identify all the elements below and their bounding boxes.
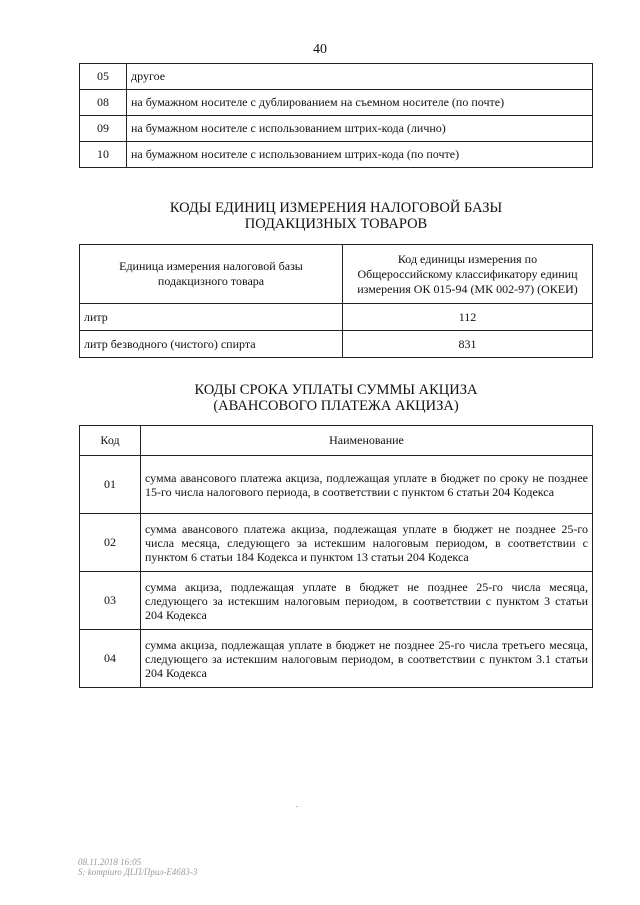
- table-header-row: [80, 426, 593, 456]
- deadline-section-title: [0, 382, 640, 414]
- deadline-title-line2: (АВАНСОВОГО ПЛАТЕЖА АКЦИЗА): [213, 398, 459, 414]
- method-text: на бумажном носителе с использованием штрих-кода (по почте): [127, 142, 593, 168]
- unit-name: литр безводного (чистого) спирта: [80, 331, 343, 358]
- method-code: 10: [80, 142, 127, 168]
- method-text: на бумажном носителе с использованием штрих-кода (лично): [127, 116, 593, 142]
- deadline-text: сумма авансового платежа акциза, подлежащая уплате в бюджет по сроку не позднее 15-го числа налогового периода, в соответствии с пунктом 6 статьи 204 Кодекса: [141, 456, 593, 514]
- units-title-line2: ПОДАКЦИЗНЫХ ТОВАРОВ: [244, 216, 428, 232]
- unit-code: 112: [343, 304, 593, 331]
- footer-file-reference: Ѕ: kompiuro ДLП/Прил-Е4б83-3: [78, 867, 198, 877]
- deadline-title-line1: КОДЫ СРОКА УПЛАТЫ СУММЫ АКЦИЗА: [194, 382, 478, 398]
- deadline-table: [79, 425, 593, 688]
- table-row: [80, 304, 593, 331]
- table-row: [80, 630, 593, 688]
- footer-timestamp: 08.11.2018 16:05: [78, 857, 142, 867]
- table-row: [80, 514, 593, 572]
- units-title-line1: КОДЫ ЕДИНИЦ ИЗМЕРЕНИЯ НАЛОГОВОЙ БАЗЫ: [169, 200, 503, 216]
- method-code: 05: [80, 64, 127, 90]
- deadline-code: 04: [80, 630, 141, 688]
- units-section-title: [0, 200, 640, 232]
- unit-name: литр: [80, 304, 343, 331]
- table-row: [80, 116, 593, 142]
- document-footer: [78, 857, 197, 877]
- units-table: [79, 244, 593, 358]
- submission-methods-table: [79, 63, 593, 168]
- scan-speck: [296, 806, 298, 807]
- table-row: [80, 64, 593, 90]
- method-code: 09: [80, 116, 127, 142]
- page-number: 40: [313, 42, 327, 57]
- deadline-text: сумма акциза, подлежащая уплате в бюджет не позднее 25-го числа месяца, следующего за истекшим налоговым периодом, в соответствии с пунктом 3 статьи 204 Кодекса: [141, 572, 593, 630]
- deadline-code: 01: [80, 456, 141, 514]
- deadline-code: 03: [80, 572, 141, 630]
- table-row: [80, 456, 593, 514]
- method-code: 08: [80, 90, 127, 116]
- deadline-code: 02: [80, 514, 141, 572]
- table-row: [80, 572, 593, 630]
- deadline-col1-header: Код: [80, 426, 141, 456]
- units-col1-header: Единица измерения налоговой базы подакцизного товара: [80, 245, 343, 304]
- units-col2-header: Код единицы измерения по Общероссийскому классификатору единиц измерения ОК 015-94 (МК 002-97) (ОКЕИ): [343, 245, 593, 304]
- table-row: [80, 90, 593, 116]
- method-text: другое: [127, 64, 593, 90]
- deadline-col2-header: Наименование: [141, 426, 593, 456]
- table-header-row: [80, 245, 593, 304]
- deadline-text: сумма акциза, подлежащая уплате в бюджет не позднее 25-го числа третьего месяца, следующего за истекшим налоговым периодом, в соответствии с пунктом 3.1 статьи 204 Кодекса: [141, 630, 593, 688]
- method-text: на бумажном носителе с дублированием на съемном носителе (по почте): [127, 90, 593, 116]
- table-row: [80, 331, 593, 358]
- table-row: [80, 142, 593, 168]
- unit-code: 831: [343, 331, 593, 358]
- deadline-text: сумма авансового платежа акциза, подлежащая уплате в бюджет не позднее 25-го числа месяца, следующего за истекшим налоговым периодом, в соответствии с пунктом 6 статьи 184 Кодекса и пунктом 13 статьи 204 Кодекса: [141, 514, 593, 572]
